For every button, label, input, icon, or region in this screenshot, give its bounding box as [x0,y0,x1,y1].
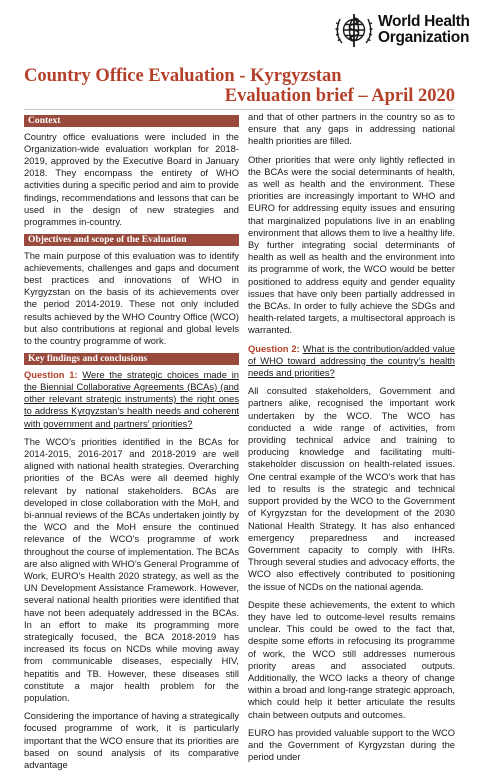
section-heading-objectives: Objectives and scope of the Evaluation [24,234,239,246]
question-2 [248,343,455,380]
contribution-paragraph-2: Despite these achievements, the extent to which they have led to outcome-level results remains unclear. This could be owed to the fact that, despite some efforts in refocusing its programme of work, the WCO still addresses numerous priority areas and associated outputs. Additionally, the WCO lacks a theory of change within a broad and long-range strategic approach, which could help it better articulate the results chain between outputs and outcomes. [248,599,455,720]
section-heading-findings: Key findings and conclusions [24,353,239,365]
question-1-text: Were the strategic choices made in the Biennial Collaborative Agreements (BCAs) (and other relevant strategic instruments) the right ones to address Kyrgyzstan’s health needs and coherent with government and partners’ priorities? [24,369,239,429]
who-wordmark-line2: Organization [378,29,470,46]
page-header [0,0,479,62]
priorities-paragraph: Other priorities that were only lightly reflected in the BCAs were the social determinants of health, as well as health and the environment. These priorities are increasingly important to WHO and EURO for addressing equity issues and ensuring that marginalized populations live in an enabling environment that allows them to live a healthy life. By further integrating social determinants of health as well as health and the environment into its programme of work, the WCO would be better positioned to address equity and gender equality issues that have only been partially addressed in the BCAs. In order to fully achieve the SDGs and health-related targets, a multisectoral approach is warranted. [248,154,455,336]
findings-paragraph-1: The WCO’s priorities identified in the BCAs for 2014-2015, 2016-2017 and 2018-2019 are well aligned with national health strategies. Overarching priorities of the BCAs were all deemed highly relevant by national stakeholders. BCAs are developed in close collaboration with the MoH, and bi-annual reviews of the BCAs undertaken jointly by the WCO and the MoH ensure the continued relevance of the WCO’s programme of work throughout the course of implementation. The BCAs are also aligned with WHO’s General Programme of Work, EURO’s Health 2020 strategy, as well as the UN Development Assistance Framework. However, several national health priorities were identified that have not been adequately addressed in the BCAs. In an effort to make its programming more strategically focused, the BCA 2018-2019 has increased its focus on NCDs while moving away from communicable diseases, especially HIV, hepatitis and TB. However, these diseases still constitute a major health problem for the population. [24,436,239,704]
question-1 [24,369,239,430]
contribution-paragraph-1: All consulted stakeholders, Government and partners alike, recognised the important work undertaken by the WCO. The WCO has conducted a wide range of activities, from providing technical advice and training to producing knowledge and facilitating multi-stakeholder discussion on health-related issues. One central example of the WCO’s work that has led to results is the strategic and technical support provided by the WCO to the Government of Kyrgyzstan for the development of the 2030 National Health Strategy. It has also enhanced emergency preparedness and increased Government capacity to comply with IHRs. Through several studies and advocacy efforts, the WCO also effectively contributed to positioning the issue of NCDs on the national agenda. [248,386,455,592]
question-2-label: Question 2: [248,343,300,354]
left-column [24,111,239,777]
who-wordmark-line1: World Health [378,13,470,30]
context-paragraph: Country office evaluations were included in the Organization-wide evaluation workplan for 2018-2019, approved by the Executive Board in January 2018. They encompass the entirety of WHO activities during a specific period and aim to provide findings, recommendations and lessons that can be used in the design of new strategies and programmes in-country. [24,131,239,227]
continuation-paragraph: and that of other partners in the country so as to ensure that any gaps in addressing national health priorities are filled. [248,112,455,147]
contribution-paragraph-3: EURO has provided valuable support to the WCO and the Government of Kyrgyzstan during the period under [248,727,455,763]
who-logo[interactable] [334,8,474,54]
who-wordmark [378,14,470,46]
document-title: Country Office Evaluation - Kyrgyzstan [24,66,342,86]
question-2-text: What is the contribution/added value of WHO toward addressing the country’s health needs and priorities? [248,343,455,379]
findings-paragraph-2: Considering the importance of having a strategically focused programme of work, it is particularly important that the WCO ensure that its priorities are based on sound analysis of its comparative advantage [24,711,239,771]
who-emblem-icon [334,10,374,50]
objectives-paragraph: The main purpose of this evaluation was to identify achievements, challenges and gaps and document best practices and innovations of WHO in Kyrgyzstan on the basis of its achievements over the period 2014-2019. These not only included results achieved by the WHO Country Office (WCO) but also contributions at regional and global levels to the country programme of work. [24,250,239,347]
right-column [248,111,455,769]
question-1-label: Question 1: [24,369,78,380]
document-subtitle: Evaluation brief – April 2020 [224,86,455,106]
title-divider [24,109,454,110]
section-heading-context: Context [24,115,239,127]
